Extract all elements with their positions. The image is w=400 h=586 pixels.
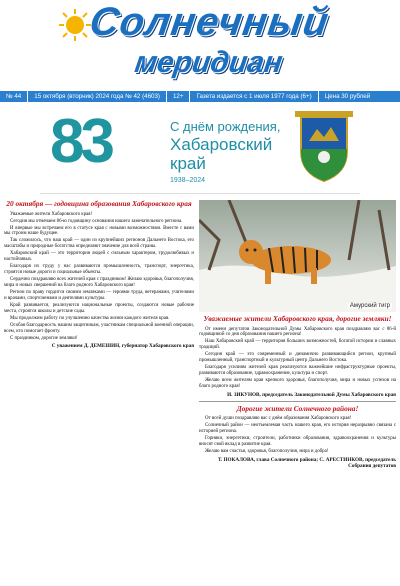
article-paragraph: От всей души поздравляю вас с днём образования Хабаровского края! [205,416,352,422]
issue-number: № 44 [0,91,28,102]
age-rating: 12+ [167,91,191,102]
article-headline: Уважаемые жители Хабаровского края, дорогие земляки! [203,314,392,323]
article-paragraph: Особая благодарность нашим защитникам, участникам специальной военной операции, всем, кто помогает фронту. [4,322,194,334]
article-paragraph: И впервые мы встречаем его в статусе края с новыми возможностями. Вместе с вами мы строим наше будущее. [4,225,194,237]
article-paragraph: С праздником, дорогие земляки! [10,335,78,341]
article-signature: Т. ПОКАЛОВА, глава Солнечного района; С. АРЕСТИНКОВ, председатель Собрания депутатов [217,456,396,469]
photo-caption: Амурский тигр [349,303,390,309]
banner-greeting: С днём рождения, [170,119,281,134]
governor-address [4,200,194,349]
masthead [0,0,400,100]
article-signature: С уважением Д. ДЕМЕШИН, губернатор Хабаровского края [51,343,194,350]
article-paragraph: Уважаемые жители Хабаровского края! [10,211,93,217]
article-paragraph: Солнечный район — неотъемлемая часть нашего края, его история неразрывно связана с историей региона. [199,423,396,435]
newspaper-title: Солнечный [86,0,332,44]
article-paragraph: Край развивается, реализуются национальные проекты, создаются новые рабочие места, строятся школы и детские сады. [4,302,194,314]
coat-of-arms-icon [295,111,353,183]
divider [199,401,396,402]
tiger-image [199,200,396,312]
article-paragraph: Горняки, энергетики, строители, работники образования, здравоохранения и культуры вносят свой вклад в развитие края. [199,436,396,447]
banner-years: 1938–2024 [170,177,206,184]
banner-region: Хабаровский край [170,135,273,173]
article-paragraph: Так сложилось, что наш край — один из крупнейших регионов Дальнего Востока, его масштабы и природные богатства определяют значение для всей страны. [4,238,194,250]
right-column [199,315,396,469]
price: Цена 30 рублей [324,93,371,100]
issue-date: 15 октября (вторник) 2024 года № 42 (4603) [28,91,167,102]
newspaper-subtitle: меридиан [132,46,285,79]
article-signature: И. ЗИКУНОВ, председатель Законодательной Думы Хабаровского края [227,391,396,398]
district-address [199,405,396,469]
anniversary-banner [40,105,360,194]
article-paragraph: Регион по праву гордится своими земляками — героями труда, ветеранами, учителями и врачами, спортсменами и деятелями культуры. [4,289,194,301]
founded-info: Газета издается с 1 июля 1977 года (6+) [190,91,318,102]
article-headline: 20 октября — годовщина образования Хабаровского края [6,199,192,208]
article-paragraph: Благодаря их труду у нас развиваются промышленность, транспорт, энергетика, строятся новые дороги и социальные объекты. [4,264,194,276]
anniversary-number: 83 [50,107,111,176]
article-paragraph: Сегодня край — это современный и динамично развивающийся регион, крупный промышленный, транспортный и культурный центр Дальнего Востока. [199,352,396,364]
article-paragraph: Мы продолжим работу по улучшению качества жизни каждого жителя края. [10,315,170,321]
issue-info-bar [0,91,400,102]
duma-address [199,315,396,398]
tiger-photo [199,200,396,312]
article-paragraph: Наш Хабаровский край — территория больших возможностей, богатой истории и славных традиций. [199,339,396,351]
article-headline: Дорогие жители Солнечного района! [236,403,359,413]
article-paragraph: Желаю всем жителям края крепкого здоровья, благополучия, мира и новых успехов на благо родного края! [199,378,396,389]
article-paragraph: Хабаровский край — это территория людей с сильным характером, трудолюбивых и настойчивых. [4,251,194,263]
article-paragraph: От имени депутатов Законодательной Думы Хабаровского края поздравляю вас с 86-й годовщиной со дня образования нашего региона! [199,326,396,338]
article-paragraph: Желаю вам счастья, здоровья, благополучия, мира и добра! [205,448,329,454]
article-paragraph: Сегодня мы отмечаем 86-ю годовщину основания нашего замечательного региона. [10,218,183,224]
article-paragraph: Сердечно поздравляю всех жителей края с праздником! Желаю здоровья, благополучия, мира и новых свершений на благо родного Хабаровского края! [4,277,194,288]
article-paragraph: Благодаря усилиям жителей края реализуются важнейшие инфраструктурные проекты, развиваются образование, здравоохранение, культура и спорт. [199,365,396,376]
